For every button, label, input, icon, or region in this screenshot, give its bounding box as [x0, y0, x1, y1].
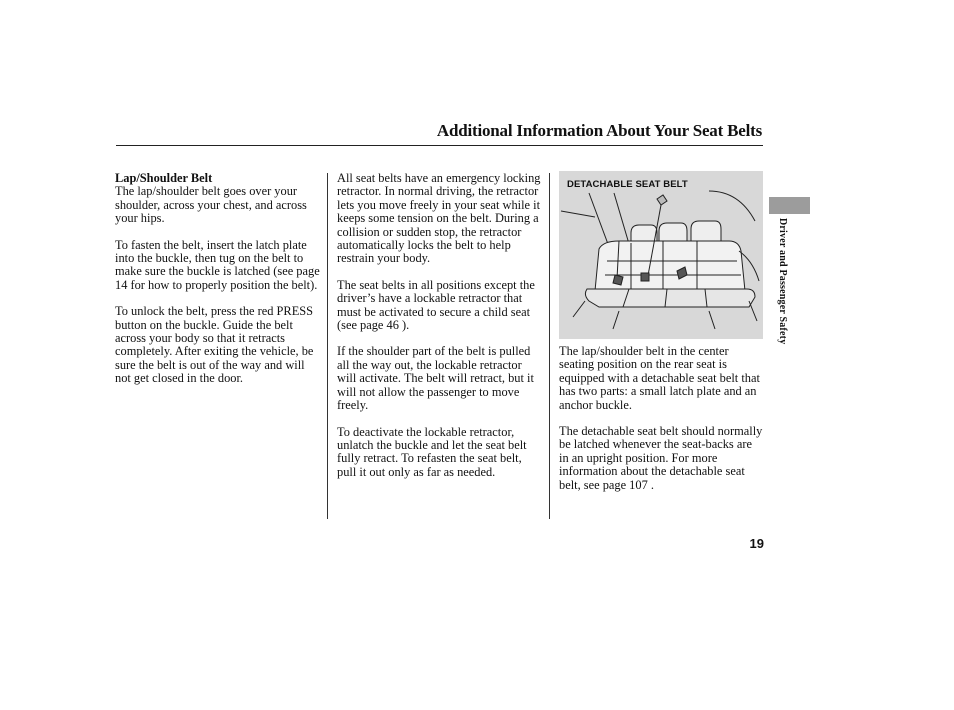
seat-belt-illustration [559, 171, 763, 339]
column-divider [549, 173, 550, 519]
paragraph: To fasten the belt, insert the latch plate into the buckle, then tug on the belt to make sure the buckle is latched (see page 14 for how to properly position the belt). [115, 237, 320, 292]
column-middle [337, 172, 542, 492]
paragraph: The lap/shoulder belt in the center seating position on the rear seat is equipped with a detachable seat belt that has two parts: a small latch plate and an anchor buckle. [559, 344, 760, 412]
page-number: 19 [749, 536, 764, 551]
rear-seat-drawing [559, 171, 763, 339]
paragraph: If the shoulder part of the belt is pulled all the way out, the lockable retractor will activate. The belt will retract, but it will not allow the passenger to move freely. [337, 344, 534, 413]
section-tab-marker [769, 197, 810, 214]
figure-caption: DETACHABLE SEAT BELT [567, 179, 688, 190]
section-heading: Lap/Shoulder Belt [115, 171, 213, 185]
paragraph: To unlock the belt, press the red PRESS button on the buckle. Guide the belt across your body so that it retracts completely. After exiting the vehicle, be sure the belt is out of the way and will not get closed in the door. [115, 304, 314, 386]
paragraph: The lap/shoulder belt goes over your shoulder, across your chest, and across your hips. [115, 184, 307, 226]
paragraph: To deactivate the lockable retractor, unlatch the buckle and let the seat belt fully retract. To refasten the seat belt, pull it out only as far as needed. [337, 424, 527, 479]
column-divider [327, 173, 328, 519]
title-divider [116, 145, 763, 146]
column-right [559, 345, 764, 505]
paragraph: The detachable seat belt should normally be latched whenever the seat-backs are in an upright position. For more information about the detachable seat belt, see page 107 . [559, 424, 763, 492]
paragraph: The seat belts in all positions except the driver’s have a lockable retractor that must be activated to secure a child seat (see page 46 ). [337, 277, 535, 333]
paragraph: All seat belts have an emergency locking retractor. In normal driving, the retractor lets you move freely in your seat while it keeps some tension on the belt. During a collision or sudden stop, the retractor automatically locks the belt to help restrain your body. [337, 171, 541, 266]
column-left [115, 172, 320, 399]
page-title: Additional Information About Your Seat Belts [436, 121, 762, 140]
section-tab-label: Driver and Passenger Safety [777, 218, 788, 345]
